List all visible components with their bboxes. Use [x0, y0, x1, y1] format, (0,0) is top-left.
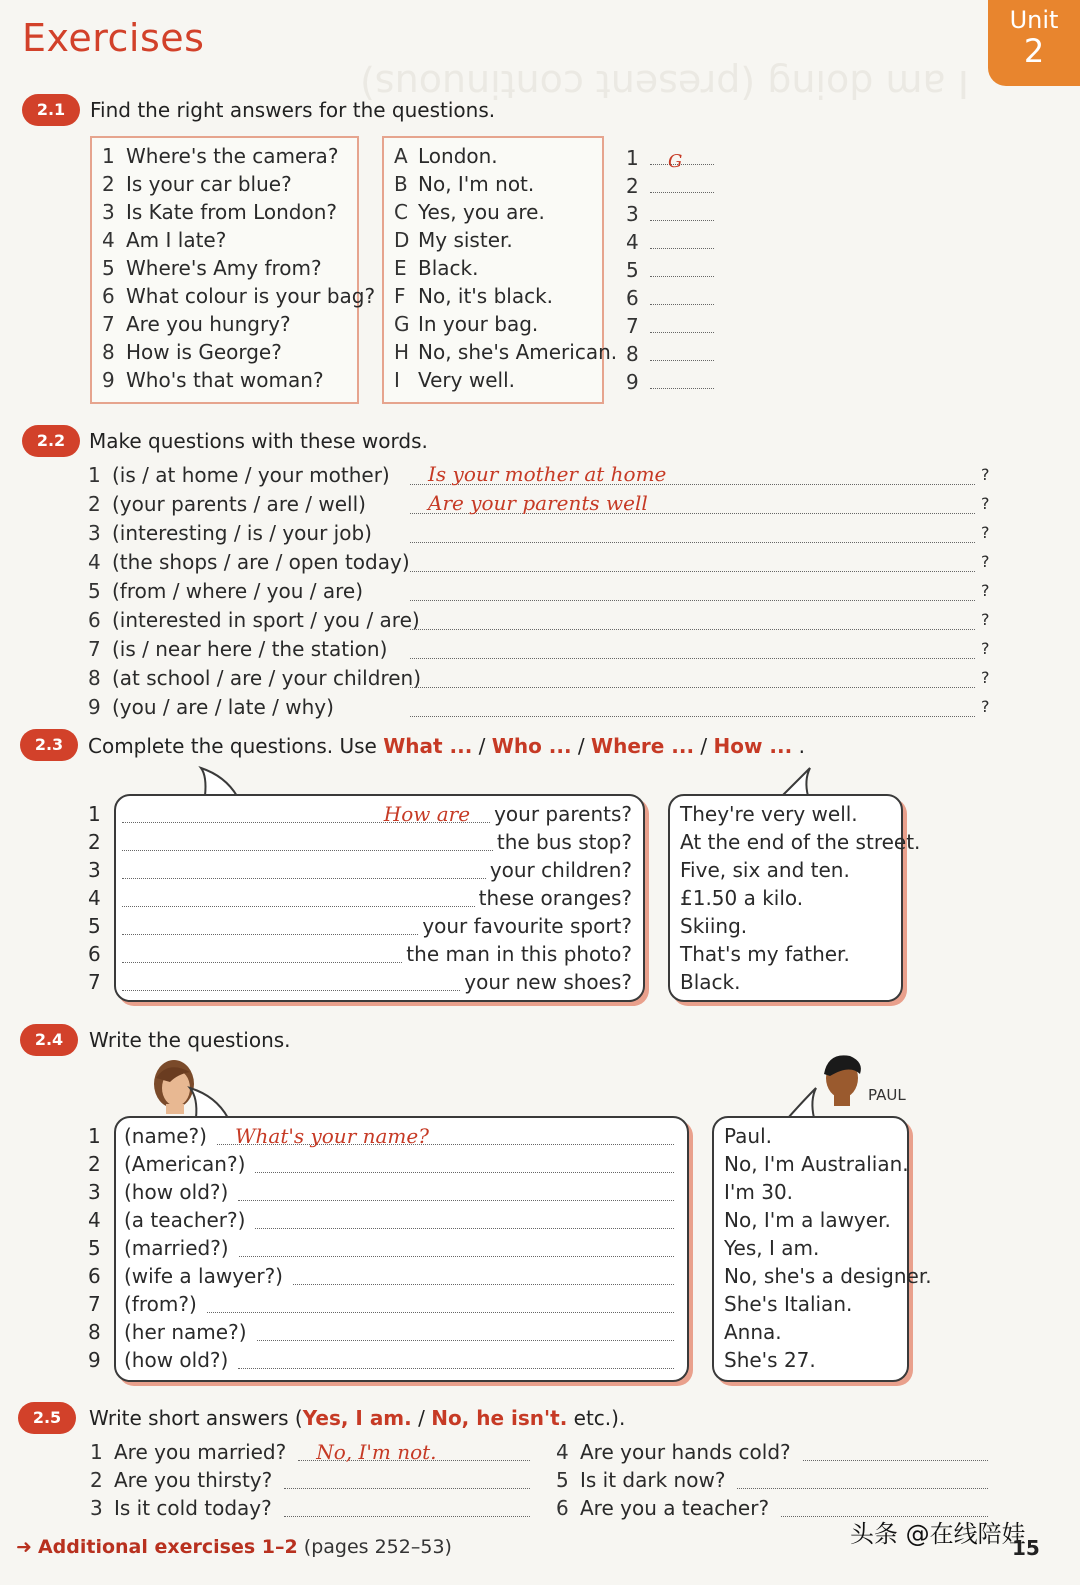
filled-answer: How are — [383, 802, 471, 826]
question-text: Who's that woman? — [126, 368, 324, 392]
prompt-word: (married?) — [124, 1236, 229, 1260]
question-ending: the bus stop? — [496, 830, 632, 854]
question-row — [88, 692, 998, 721]
filled-answer: What's your name? — [234, 1124, 429, 1148]
answer-text: Yes, I am. — [724, 1236, 820, 1260]
answer-blank[interactable] — [650, 286, 714, 305]
question-row — [124, 1122, 674, 1150]
answer-line[interactable] — [410, 605, 975, 630]
question-number: 6 — [88, 942, 101, 966]
question-number: 2 — [88, 1152, 101, 1176]
question-row — [102, 142, 357, 170]
keyword-yes: Yes, I am. — [302, 1406, 412, 1430]
question-number: 7 — [88, 970, 101, 994]
answer-row — [394, 198, 602, 226]
answer-letter: A — [394, 144, 408, 168]
answer-line[interactable] — [122, 884, 475, 907]
blank-row — [626, 340, 714, 368]
footer-pages: (pages 252–53) — [297, 1536, 452, 1558]
separator: / — [571, 734, 592, 758]
question-number: 4 — [88, 886, 101, 910]
answer-letter: D — [394, 228, 410, 252]
question-row — [122, 968, 632, 996]
question-number: 6 — [556, 1496, 569, 1520]
blank-row — [626, 312, 714, 340]
question-mark: ? — [981, 639, 990, 658]
answer-text: £1.50 a kilo. — [680, 886, 804, 910]
question-number: 8 — [102, 340, 115, 364]
filled-answer — [410, 636, 428, 660]
answer-text: Skiing. — [680, 914, 748, 938]
question-number: 7 — [88, 1292, 101, 1316]
question-row — [122, 940, 632, 968]
prompt-words: (interesting / is / your job) — [112, 521, 372, 545]
question-text: Am I late? — [126, 228, 227, 252]
answer-text: In your bag. — [418, 312, 539, 336]
ex3-questions — [122, 800, 632, 996]
answer-line[interactable] — [410, 692, 975, 717]
exercise-instruction: Write the questions. — [89, 1028, 291, 1052]
answer-line[interactable] — [217, 1122, 674, 1148]
blank-number: 2 — [626, 174, 639, 198]
answer-text: My sister. — [418, 228, 513, 252]
filled-answer — [284, 1496, 302, 1520]
paul-avatar — [820, 1052, 868, 1108]
question-text: Is your car blue? — [126, 172, 292, 196]
blank-row — [626, 200, 714, 228]
question-text: Are you married? — [114, 1440, 287, 1464]
question-row — [122, 828, 632, 856]
exercise-instruction: Make questions with these words. — [89, 429, 428, 453]
question-number: 4 — [88, 1208, 101, 1232]
question-number: 1 — [90, 1440, 103, 1464]
blank-row — [626, 228, 714, 256]
question-row — [122, 884, 632, 912]
answer-blank[interactable] — [650, 146, 714, 172]
question-text: Are your hands cold? — [580, 1440, 791, 1464]
answer-line[interactable] — [284, 1494, 530, 1517]
answer-line[interactable] — [293, 1262, 674, 1285]
question-number: 5 — [556, 1468, 569, 1492]
question-row — [102, 338, 357, 366]
blank-number: 3 — [626, 202, 639, 226]
answer-line[interactable] — [238, 1346, 674, 1369]
question-number: 1 — [102, 144, 115, 168]
question-mark: ? — [981, 610, 990, 629]
question-ending: these oranges? — [478, 886, 632, 910]
question-row — [88, 663, 998, 692]
filled-answer — [410, 665, 428, 689]
answer-text: At the end of the street. — [680, 830, 921, 854]
watermark: 头条 @在线陪娃 — [850, 1520, 1026, 1548]
prompt-word: (her name?) — [124, 1320, 247, 1344]
prompt-word: (how old?) — [124, 1180, 229, 1204]
answer-blank[interactable] — [650, 174, 714, 193]
question-number: 4 — [88, 550, 101, 574]
additional-exercises-link[interactable] — [16, 1536, 452, 1558]
ex5-right — [556, 1438, 988, 1522]
answer-row — [394, 254, 602, 282]
answer-row — [394, 338, 618, 366]
question-text: Is Kate from London? — [126, 200, 338, 224]
paul-label: PAUL — [868, 1086, 906, 1104]
answer-row — [394, 366, 602, 394]
blank-row — [626, 172, 714, 200]
question-mark: ? — [981, 465, 990, 484]
filled-answer: Is your mother at home — [428, 462, 667, 486]
separator: / — [694, 734, 714, 758]
filled-answer — [284, 1468, 302, 1492]
question-number: 3 — [88, 1180, 101, 1204]
exercise-badge: 2.3 — [20, 729, 78, 761]
answer-blank[interactable] — [650, 342, 714, 361]
bubble-tail-left — [186, 1086, 236, 1120]
answer-text: That's my father. — [680, 942, 850, 966]
question-text: How is George? — [126, 340, 282, 364]
exercise-instruction — [88, 734, 805, 758]
prompt-word: (American?) — [124, 1152, 246, 1176]
answer-text: No, I'm a lawyer. — [724, 1208, 891, 1232]
answer-letter: E — [394, 256, 407, 280]
answer-line[interactable] — [284, 1466, 530, 1489]
unit-label: Unit — [1009, 6, 1059, 34]
answer-line[interactable] — [255, 1206, 674, 1229]
keyword-what: What ... — [383, 734, 473, 758]
question-text: Is it dark now? — [580, 1468, 726, 1492]
question-mark: ? — [981, 668, 990, 687]
answer-line[interactable] — [122, 800, 490, 826]
answer-blanks — [626, 144, 714, 396]
ex5-left — [90, 1438, 530, 1522]
question-number: 1 — [88, 802, 101, 826]
question-number: 6 — [88, 608, 101, 632]
exercise-badge: 2.2 — [22, 425, 80, 457]
question-text: Are you a teacher? — [580, 1496, 770, 1520]
page-number: 15 — [1012, 1536, 1040, 1560]
answer-text: Paul. — [724, 1124, 773, 1148]
answer-line[interactable] — [122, 856, 486, 879]
answer-line[interactable] — [238, 1178, 674, 1201]
unit-number: 2 — [1023, 32, 1045, 70]
blank-number: 8 — [626, 342, 639, 366]
question-number: 9 — [102, 368, 115, 392]
question-row — [122, 912, 632, 940]
separator: / — [472, 734, 492, 758]
question-row — [122, 800, 632, 828]
answer-line[interactable] — [122, 968, 460, 991]
exercise-badge: 2.4 — [20, 1024, 78, 1056]
question-text: Where's the camera? — [126, 144, 339, 168]
answer-row — [394, 226, 602, 254]
prompt-word: (name?) — [124, 1124, 207, 1148]
filled-answer — [410, 520, 428, 544]
blank-number: 6 — [626, 286, 639, 310]
short-answer-row — [90, 1494, 530, 1522]
ex3-numbers — [88, 800, 101, 996]
question-row — [88, 460, 998, 489]
filled-answer: Are your parents well — [428, 491, 648, 515]
question-ending: your favourite sport? — [422, 914, 632, 938]
question-row — [102, 226, 357, 254]
question-ending: the man in this photo? — [406, 942, 632, 966]
answer-line[interactable] — [410, 518, 975, 543]
question-mark: ? — [981, 523, 990, 542]
blank-number: 9 — [626, 370, 639, 394]
answer-row — [394, 282, 602, 310]
filled-answer — [410, 549, 428, 573]
answer-blank[interactable] — [650, 202, 714, 221]
question-number: 8 — [88, 1320, 101, 1344]
question-row — [124, 1150, 674, 1178]
prompt-word: (how old?) — [124, 1348, 229, 1372]
questions-box — [90, 136, 376, 404]
question-number: 2 — [90, 1468, 103, 1492]
answer-text: No, it's black. — [418, 284, 554, 308]
answer-row — [394, 170, 602, 198]
bubble-tail-right — [784, 1086, 824, 1120]
question-number: 6 — [102, 284, 115, 308]
ex4-questions — [124, 1122, 674, 1374]
question-number: 3 — [88, 858, 101, 882]
question-number: 5 — [88, 1236, 101, 1260]
question-row — [124, 1346, 674, 1374]
answer-text: No, she's American. — [418, 340, 618, 364]
question-row — [124, 1206, 674, 1234]
keyword-no: No, he isn't. — [431, 1406, 568, 1430]
answer-text: London. — [418, 144, 498, 168]
blank-row — [626, 284, 714, 312]
question-ending: your new shoes? — [464, 970, 632, 994]
answer-line[interactable] — [122, 912, 418, 935]
answer-text: I'm 30. — [724, 1180, 794, 1204]
ex2-rows — [88, 460, 998, 721]
answer-letter: C — [394, 200, 408, 224]
answer-letter: I — [394, 368, 400, 392]
question-number: 8 — [88, 666, 101, 690]
page-title: Exercises — [22, 16, 205, 60]
answer-text: They're very well. — [680, 802, 858, 826]
question-number: 6 — [88, 1264, 101, 1288]
answer-text: No, I'm not. — [418, 172, 535, 196]
answer-line[interactable] — [410, 547, 975, 572]
question-row — [88, 605, 998, 634]
question-number: 3 — [88, 521, 101, 545]
question-number: 5 — [88, 579, 101, 603]
question-number: 7 — [102, 312, 115, 336]
answer-row — [394, 142, 602, 170]
footer-label: Additional exercises 1–2 — [37, 1536, 298, 1558]
question-row — [88, 518, 998, 547]
answer-text: Very well. — [418, 368, 515, 392]
prompt-words: (from / where / you / are) — [112, 579, 364, 603]
answer-text: Anna. — [724, 1320, 782, 1344]
answer-line[interactable] — [803, 1438, 988, 1461]
question-number: 5 — [88, 914, 101, 938]
question-number: 9 — [88, 695, 101, 719]
keyword-where: Where ... — [591, 734, 695, 758]
keyword-who: Who ... — [491, 734, 572, 758]
question-row — [102, 282, 376, 310]
question-ending: your children? — [489, 858, 632, 882]
answer-text: Black. — [680, 970, 741, 994]
question-mark: ? — [981, 697, 990, 716]
answer-blank[interactable] — [650, 258, 714, 277]
ex4-answers — [724, 1122, 932, 1374]
answer-letter: B — [394, 172, 408, 196]
question-row — [124, 1262, 674, 1290]
answer-text: No, I'm Australian. — [724, 1152, 909, 1176]
prompt-word: (from?) — [124, 1292, 197, 1316]
question-row — [88, 576, 998, 605]
question-text: Are you hungry? — [126, 312, 291, 336]
ex3-answers — [680, 800, 920, 996]
question-number: 5 — [102, 256, 115, 280]
question-number: 4 — [556, 1440, 569, 1464]
question-number: 3 — [102, 200, 115, 224]
short-answer-row — [556, 1438, 988, 1466]
question-row — [88, 634, 998, 663]
instruction-text: Complete the questions. Use — [88, 734, 384, 758]
prompt-words: (interested in sport / you / are) — [112, 608, 420, 632]
prompt-words: (is / at home / your mother) — [112, 463, 390, 487]
answer-blank[interactable] — [650, 230, 714, 249]
exercise-instruction: Find the right answers for the questions. — [90, 98, 496, 122]
answer-text: Yes, you are. — [418, 200, 545, 224]
question-mark: ? — [981, 581, 990, 600]
question-number: 3 — [90, 1496, 103, 1520]
question-row — [124, 1290, 674, 1318]
exercise-instruction — [89, 1406, 625, 1430]
answer-line[interactable] — [239, 1234, 674, 1257]
question-row — [102, 366, 357, 394]
keyword-how: How ... — [713, 734, 793, 758]
question-text: Where's Amy from? — [126, 256, 322, 280]
answer-line[interactable] — [207, 1290, 674, 1313]
answer-letter: G — [394, 312, 410, 336]
question-row — [102, 310, 357, 338]
question-row — [102, 170, 357, 198]
question-number: 2 — [102, 172, 115, 196]
question-ending: your parents? — [494, 802, 632, 826]
prompt-words: (the shops / are / open today) — [112, 550, 410, 574]
separator: / — [411, 1406, 432, 1430]
blank-number: 1 — [626, 146, 639, 170]
answer-line[interactable] — [257, 1318, 675, 1341]
answer-line[interactable] — [410, 489, 975, 514]
filled-answer: No, I'm not. — [316, 1440, 437, 1464]
unit-tab — [988, 0, 1080, 86]
ex4-numbers — [88, 1122, 101, 1374]
question-number: 9 — [88, 1348, 101, 1372]
prompt-word: (a teacher?) — [124, 1208, 246, 1232]
blank-number: 7 — [626, 314, 639, 338]
answer-text: Black. — [418, 256, 479, 280]
answer-line[interactable] — [122, 828, 493, 851]
exercise-badge: 2.5 — [18, 1402, 76, 1434]
question-text: What colour is your bag? — [126, 284, 376, 308]
prompt-words: (at school / are / your children) — [112, 666, 422, 690]
answer-letter: H — [394, 340, 410, 364]
question-number: 2 — [88, 830, 101, 854]
question-row — [88, 489, 998, 518]
prompt-word: (wife a lawyer?) — [124, 1264, 283, 1288]
answer-row — [394, 310, 602, 338]
prompt-words: (is / near here / the station) — [112, 637, 388, 661]
filled-answer — [410, 607, 428, 631]
answers-box — [382, 136, 618, 404]
filled-answer: G — [668, 151, 683, 172]
instruction-end: . — [792, 734, 805, 758]
blank-number: 5 — [626, 258, 639, 282]
ghost-heading: I am doing (present continuous) — [360, 62, 970, 106]
blank-row — [626, 256, 714, 284]
answer-blank[interactable] — [650, 314, 714, 333]
short-answer-row — [90, 1438, 530, 1466]
answer-line[interactable] — [298, 1438, 530, 1464]
question-mark: ? — [981, 494, 990, 513]
answer-line[interactable] — [410, 576, 975, 601]
question-number: 7 — [88, 637, 101, 661]
question-row — [124, 1234, 674, 1262]
question-row — [124, 1178, 674, 1206]
answer-text: She's 27. — [724, 1348, 816, 1372]
question-text: Are you thirsty? — [114, 1468, 273, 1492]
question-number: 4 — [102, 228, 115, 252]
short-answer-row — [90, 1466, 530, 1494]
question-row — [88, 547, 998, 576]
exercise-badge: 2.1 — [22, 94, 80, 126]
answer-line[interactable] — [410, 663, 975, 688]
question-row — [122, 856, 632, 884]
question-number: 1 — [88, 1124, 101, 1148]
answer-text: She's Italian. — [724, 1292, 853, 1316]
arrow-right-icon: ➜ — [16, 1536, 32, 1558]
answer-line[interactable] — [122, 940, 402, 963]
instruction-end: etc.). — [567, 1406, 626, 1430]
question-row — [102, 254, 357, 282]
question-row — [102, 198, 357, 226]
prompt-words: (your parents / are / well) — [112, 492, 366, 516]
instruction-text: Write short answers ( — [89, 1406, 303, 1430]
prompt-words: (you / are / late / why) — [112, 695, 334, 719]
answer-line[interactable] — [737, 1466, 988, 1489]
answer-text: No, she's a designer. — [724, 1264, 932, 1288]
blank-number: 4 — [626, 230, 639, 254]
answer-line[interactable] — [255, 1150, 674, 1173]
short-answer-row — [556, 1466, 988, 1494]
blank-row — [626, 368, 714, 396]
answer-letter: F — [394, 284, 406, 308]
answer-text: Five, six and ten. — [680, 858, 850, 882]
question-row — [124, 1318, 674, 1346]
answer-blank[interactable] — [650, 370, 714, 389]
question-mark: ? — [981, 552, 990, 571]
answer-line[interactable] — [410, 460, 975, 485]
question-number: 2 — [88, 492, 101, 516]
filled-answer — [410, 578, 428, 602]
answer-line[interactable] — [410, 634, 975, 659]
question-number: 1 — [88, 463, 101, 487]
filled-answer — [410, 694, 428, 718]
question-text: Is it cold today? — [114, 1496, 272, 1520]
blank-row — [626, 144, 714, 172]
